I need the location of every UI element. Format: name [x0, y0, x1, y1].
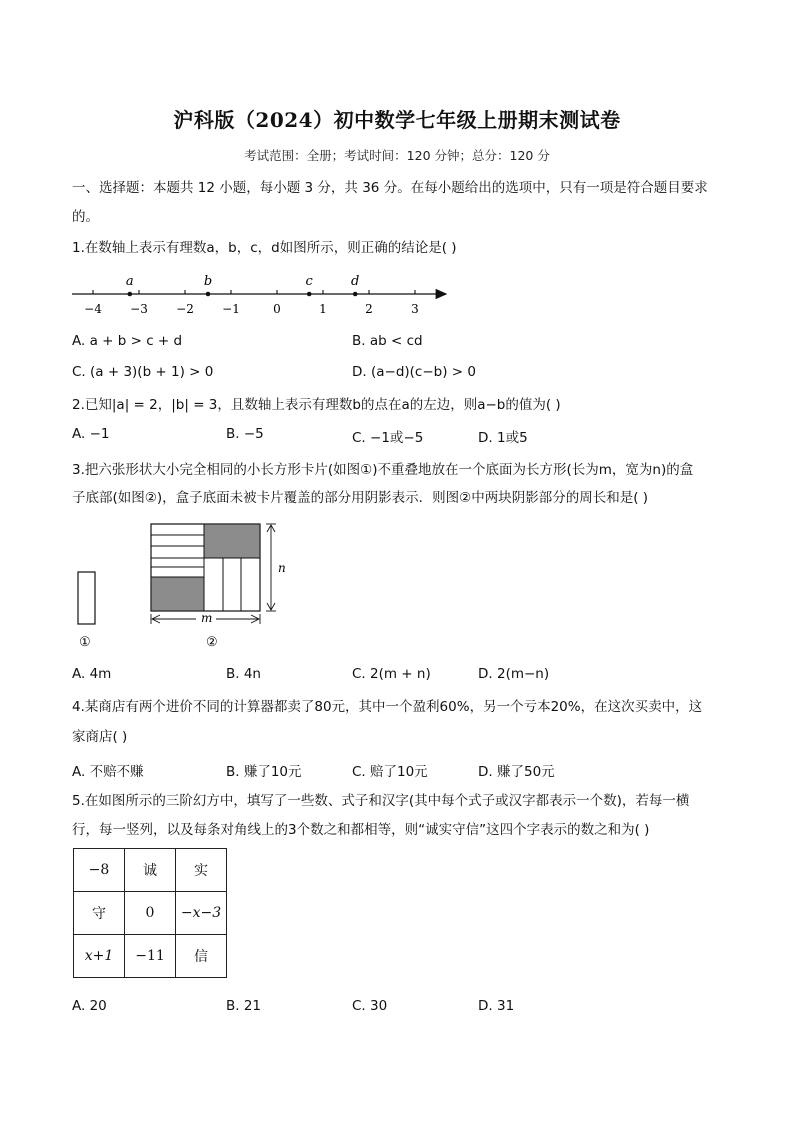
q1-option-a: A. a + b > c + d [72, 333, 183, 349]
section-heading-cont: 的。 [72, 209, 99, 225]
number-line-tick-label: −2 [176, 302, 194, 316]
q1-number-line [66, 268, 456, 322]
q5-stem-line1: 5.在如图所示的三阶幻方中，填写了一些数、式子和汉字(其中每个式子或汉字都表示一个数)，若每一横 [72, 793, 690, 809]
q4-option-d: D. 赚了50元 [478, 764, 555, 780]
section-heading: 一、选择题：本题共 12 小题，每小题 3 分，共 36 分。在每小题给出的选项中，只有一项是符合题目要求 [72, 180, 708, 196]
q4-stem-line1: 4.某商店有两个进价不同的计算器都卖了80元，其中一个盈利60%，另一个亏本20%，在这次买卖中，这 [72, 699, 703, 715]
magic-cell: −8 [74, 849, 125, 892]
number-line-tick-label: −3 [130, 302, 148, 316]
number-line-point-b [206, 292, 211, 297]
q1-option-d: D. (a−d)(c−b) > 0 [352, 364, 476, 380]
q5-option-d: D. 31 [478, 998, 515, 1014]
number-line-tick-label: 3 [411, 302, 419, 316]
number-line-tick-label: −1 [222, 302, 240, 316]
q2-option-c: C. −1或−5 [352, 430, 424, 446]
shaded-region-bottom [151, 577, 204, 611]
dimension-m-label: m [201, 611, 213, 625]
figure2-label: ② [206, 635, 218, 650]
magic-cell: 0 [125, 892, 176, 935]
q4-option-c: C. 赔了10元 [352, 764, 428, 780]
number-line-tick-label: 1 [319, 302, 327, 316]
q5-option-a: A. 20 [72, 998, 107, 1014]
q3-stem-line2: 子底部(如图②)，盒子底面未被卡片覆盖的部分用阴影表示．则图②中两块阴影部分的周长和是( ) [72, 490, 649, 506]
magic-cell: 守 [74, 892, 125, 935]
page-title: 沪科版（2024）初中数学七年级上册期末测试卷 [173, 108, 621, 132]
magic-cell: −11 [125, 935, 176, 978]
q3-option-a: A. 4m [72, 666, 112, 682]
q4-option-b: B. 赚了10元 [226, 764, 302, 780]
q4-stem-line2: 家商店( ) [72, 729, 128, 745]
magic-cell: 实 [176, 849, 227, 892]
magic-cell: 诚 [125, 849, 176, 892]
magic-square [73, 848, 227, 978]
q2-option-b: B. −5 [226, 426, 264, 442]
q3-option-c: C. 2(m + n) [352, 666, 431, 682]
q3-option-d: D. 2(m−n) [478, 666, 550, 682]
q3-option-b: B. 4n [226, 666, 261, 682]
number-line-point-label: b [203, 274, 213, 289]
number-line-tick-label: −4 [84, 302, 102, 316]
q1-option-c: C. (a + 3)(b + 1) > 0 [72, 364, 214, 380]
dimension-n-label: n [278, 561, 286, 575]
shaded-region-top [204, 524, 260, 558]
q2-option-d: D. 1或5 [478, 430, 528, 446]
number-line-point-label: c [305, 274, 313, 289]
q1-stem: 1.在数轴上表示有理数a，b，c，d如图所示，则正确的结论是( ) [72, 240, 457, 256]
number-line-tick-label: 2 [365, 302, 373, 316]
q5-stem-line2: 行，每一竖列，以及每条对角线上的3个数之和都相等，则“诚实守信”这四个字表示的数之和为( ) [72, 822, 650, 838]
magic-cell: x+1 [74, 935, 125, 978]
q5-option-b: B. 21 [226, 998, 262, 1014]
q1-option-b: B. ab < cd [352, 333, 423, 349]
number-line-point-c [307, 292, 312, 297]
q2-option-a: A. −1 [72, 426, 110, 442]
exam-info: 考试范围：全册；考试时间：120 分钟；总分：120 分 [244, 148, 550, 163]
number-line-point-a [128, 292, 133, 297]
magic-cell: −x−3 [176, 892, 227, 935]
q4-option-a: A. 不赔不赚 [72, 764, 144, 780]
number-line-point-label: a [125, 274, 134, 289]
q5-option-c: C. 30 [352, 998, 388, 1014]
figure1-label: ① [79, 635, 91, 650]
q3-figures [70, 518, 290, 654]
q2-stem: 2.已知|a| = 2，|b| = 3，且数轴上表示有理数b的点在a的左边，则a−b的值为( ) [72, 397, 561, 413]
figure1-card [78, 572, 95, 624]
q3-stem-line1: 3.把六张形状大小完全相同的小长方形卡片(如图①)不重叠地放在一个底面为长方形(长为m，宽为n)的盒 [72, 462, 694, 478]
number-line-point-label: d [351, 274, 360, 289]
number-line-tick-label: 0 [273, 302, 281, 316]
number-line-point-d [353, 292, 358, 297]
magic-cell: 信 [176, 935, 227, 978]
